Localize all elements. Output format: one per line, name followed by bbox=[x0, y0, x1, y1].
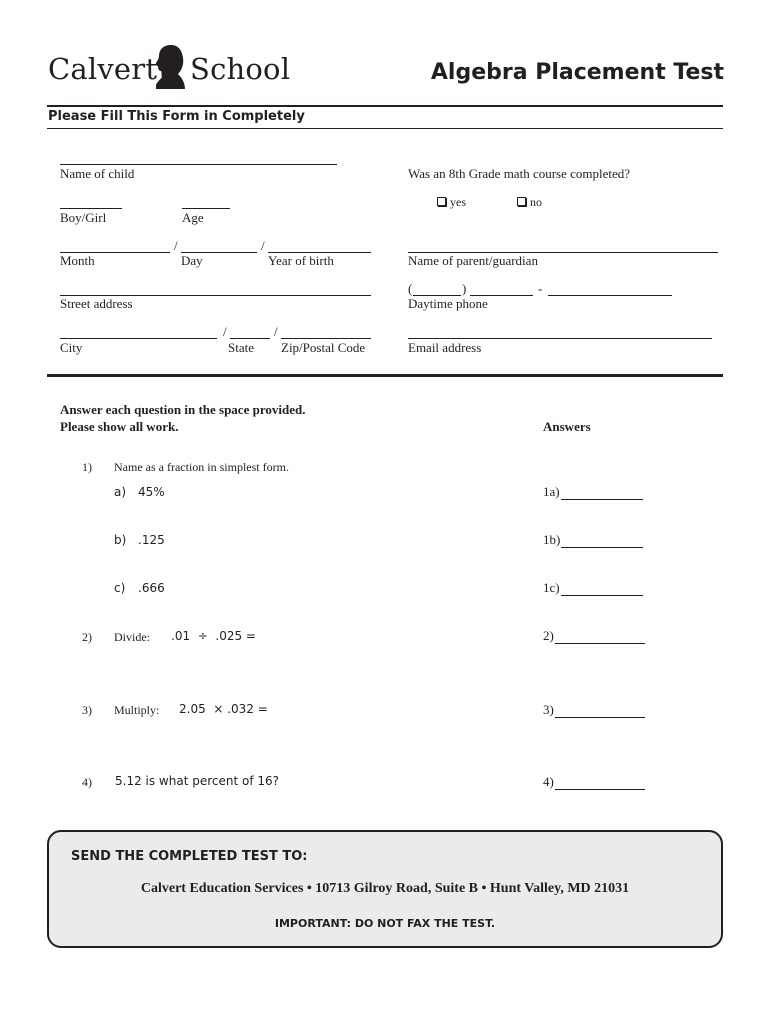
q1b-value: .125 bbox=[138, 533, 165, 547]
date-slash-2: / bbox=[261, 238, 265, 253]
parent-name-label: Name of parent/guardian bbox=[408, 253, 538, 268]
day-label: Day bbox=[181, 253, 203, 268]
q4-text: 5.12 is what percent of 16? bbox=[115, 774, 280, 788]
answer-3[interactable] bbox=[543, 702, 645, 718]
boy-girl-label: Boy/Girl bbox=[60, 210, 107, 225]
q2-number: 2) bbox=[82, 630, 92, 644]
age-label: Age bbox=[182, 210, 204, 225]
q2-text: Divide: bbox=[114, 630, 150, 644]
no-checkbox-icon[interactable] bbox=[517, 197, 526, 206]
address-slash-1: / bbox=[223, 324, 227, 339]
mailing-address: Calvert Education Services • 10713 Gilroy Road, Suite B • Hunt Valley, MD 21031 bbox=[140, 881, 630, 896]
name-of-child-line[interactable] bbox=[60, 164, 337, 165]
form-heading: Please Fill This Form in Completely bbox=[48, 109, 305, 124]
logo-calvert-text: Calvert bbox=[48, 52, 158, 86]
answer-1a-label: 1a) bbox=[543, 484, 560, 499]
q1c-value: .666 bbox=[138, 581, 165, 595]
q3-expression: 2.05 × .032 = bbox=[179, 702, 268, 716]
answer-4-line[interactable] bbox=[555, 777, 645, 790]
instructions-line-2: Please show all work. bbox=[60, 419, 179, 434]
city-label: City bbox=[60, 340, 83, 355]
q1a-value: 45% bbox=[138, 485, 165, 499]
q4-number: 4) bbox=[82, 775, 92, 789]
q1-text: Name as a fraction in simplest form. bbox=[114, 460, 289, 474]
header-rule bbox=[47, 105, 723, 107]
date-slash-1: / bbox=[174, 238, 178, 253]
silhouette-logo-icon bbox=[154, 44, 188, 90]
zip-label: Zip/Postal Code bbox=[281, 340, 366, 355]
q1-number: 1) bbox=[82, 460, 92, 474]
q1c-label: c) bbox=[114, 581, 126, 595]
year-of-birth-label: Year of birth bbox=[268, 253, 334, 268]
send-heading: SEND THE COMPLETED TEST TO: bbox=[71, 849, 308, 864]
no-option[interactable] bbox=[517, 195, 542, 210]
boy-girl-line[interactable] bbox=[60, 208, 122, 209]
answer-1b[interactable] bbox=[543, 532, 643, 548]
name-of-child-label: Name of child bbox=[60, 166, 135, 181]
answer-2[interactable] bbox=[543, 628, 645, 644]
answer-4[interactable] bbox=[543, 774, 645, 790]
answer-1c-label: 1c) bbox=[543, 580, 560, 595]
answer-1c-line[interactable] bbox=[561, 583, 643, 596]
answer-1a-line[interactable] bbox=[561, 487, 643, 500]
yes-option[interactable] bbox=[437, 195, 466, 210]
month-label: Month bbox=[60, 253, 95, 268]
phone-number-line[interactable] bbox=[548, 295, 672, 296]
answer-3-label: 3) bbox=[543, 702, 554, 717]
daytime-phone-label: Daytime phone bbox=[408, 296, 488, 311]
q3-text: Multiply: bbox=[114, 703, 160, 717]
email-label: Email address bbox=[408, 340, 482, 355]
no-label: no bbox=[530, 195, 542, 209]
state-line[interactable] bbox=[230, 338, 270, 339]
important-notice: IMPORTANT: DO NOT FAX THE TEST. bbox=[274, 917, 496, 930]
email-line[interactable] bbox=[408, 338, 712, 339]
subheading-rule bbox=[47, 128, 723, 129]
city-line[interactable] bbox=[60, 338, 217, 339]
answers-heading: Answers bbox=[543, 419, 591, 434]
q1a-label: a) bbox=[114, 485, 127, 499]
q1b-label: b) bbox=[114, 533, 127, 547]
section-rule bbox=[47, 374, 723, 377]
phone-open-paren: ( bbox=[408, 281, 413, 296]
q2-expression: .01 ÷ .025 = bbox=[171, 629, 256, 643]
math-course-question: Was an 8th Grade math course completed? bbox=[408, 166, 631, 181]
answer-1b-line[interactable] bbox=[561, 535, 643, 548]
yes-checkbox-icon[interactable] bbox=[437, 197, 446, 206]
state-label: State bbox=[228, 340, 254, 355]
yes-label: yes bbox=[450, 195, 466, 209]
q3-number: 3) bbox=[82, 703, 92, 717]
answer-2-label: 2) bbox=[543, 628, 554, 643]
age-line[interactable] bbox=[182, 208, 230, 209]
answer-2-line[interactable] bbox=[555, 631, 645, 644]
page-title: Algebra Placement Test bbox=[430, 60, 724, 85]
registered-mark: ® bbox=[176, 82, 182, 89]
answer-1b-label: 1b) bbox=[543, 532, 561, 547]
answer-4-label: 4) bbox=[543, 774, 554, 789]
phone-dash: - bbox=[538, 281, 543, 296]
logo-school-text: School bbox=[190, 52, 291, 86]
zip-line[interactable] bbox=[281, 338, 371, 339]
answer-1a[interactable] bbox=[543, 484, 643, 500]
answer-3-line[interactable] bbox=[555, 705, 645, 718]
street-address-label: Street address bbox=[60, 296, 133, 311]
address-slash-2: / bbox=[274, 324, 278, 339]
phone-close-paren: ) bbox=[462, 281, 467, 296]
instructions-line-1: Answer each question in the space provided. bbox=[60, 402, 306, 417]
answer-1c[interactable] bbox=[543, 580, 643, 596]
